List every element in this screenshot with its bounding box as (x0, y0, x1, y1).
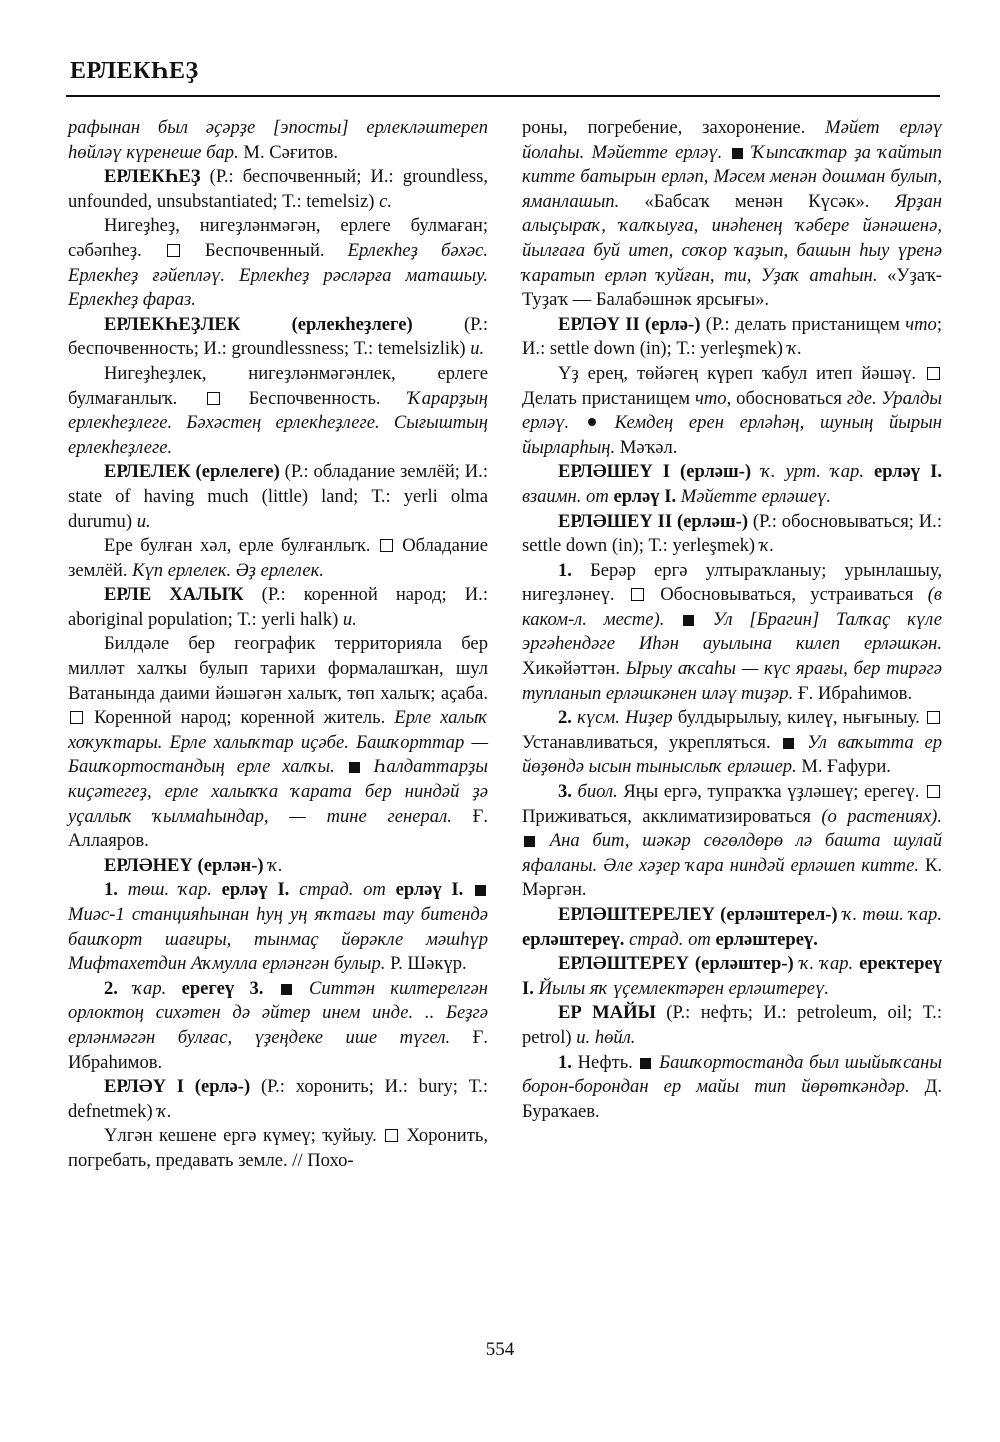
author: Ғ. Ибраһимов. (797, 682, 913, 704)
translations: (Р.: коренной народ; И.: aboriginal population; Т.: yerli halk) (68, 584, 488, 630)
russian-equivalent: Обосновываться, устраиваться (660, 584, 914, 606)
square-icon (167, 244, 180, 257)
cross-reference: ерегеү 3. (181, 977, 264, 999)
entry-headword: ЕРЛӘШЕҮ II (ерләш-) (558, 510, 749, 532)
sense-number: 1. (558, 559, 572, 581)
entry-erlelek-body (68, 534, 488, 583)
examples: Ҡарарҙың ерлекһеҙлеге. Бәхәстең ерлекһеҙлеге. Сығыштың ерлекһеҙлеге. (68, 387, 488, 458)
translations: ; И.: settle down (in); Т.: yerleşmek) (522, 313, 942, 360)
entry-erlekhezlek (68, 313, 488, 362)
translations: (Р.: нефть; И.: petroleum, oil; Т.: petrol) (522, 1002, 942, 1048)
label: биол. (577, 781, 618, 803)
translations: (Р.: хоронить; И.: bury; Т.: defnetmek) (68, 1076, 488, 1122)
page-number: 554 (485, 1339, 515, 1360)
part-of-speech: и. һөйл. (576, 1026, 636, 1048)
square-icon (385, 1129, 398, 1142)
left-column (68, 116, 488, 1174)
entry-erlashtereu (522, 952, 942, 1001)
label: төш. ҡар. (127, 879, 212, 901)
russian-equivalent: Беспочвенность. (248, 387, 381, 409)
entry-headword: ЕРЛЕКҺЕҘЛЕК (ерлекһеҙлеге) (104, 313, 413, 335)
entry-headword: ЕРЛӘҮ I (ерлә-) (104, 1076, 251, 1098)
quote: Һалдаттарҙы киҫәтегеҙ, ерле халыҡҡа ҡарата бер ниндәй ҙә уҫаллыҡ ҡылмаһындар, — тине генерал. (68, 756, 488, 827)
entry-er-mayi (522, 1001, 942, 1050)
square-icon (380, 539, 393, 552)
entry-erlau-2-body (522, 362, 942, 460)
black-square-icon (783, 738, 794, 749)
source: Мәҡәл. (619, 436, 678, 458)
entry-headword: ЕРЛӘШЕҮ I (ерләш-) (558, 461, 752, 483)
entry-erlasheu-2 (522, 510, 942, 559)
definition: Үҙ ерең, төйәгең күреп ҡабул итеп йәшәү. (558, 362, 917, 384)
square-icon (631, 588, 644, 601)
sense-number: 3. (558, 781, 572, 803)
entry-erlaneu-sense-2 (68, 977, 488, 1075)
entry-headword: ЕРЛӘНЕҮ (ерлән-) (104, 854, 264, 876)
running-header: ЕРЛЕКҺЕҘ (70, 58, 199, 84)
cross-reference: еректереү I. (522, 953, 942, 999)
part-of-speech: и. (136, 510, 151, 532)
definition: Билдәле бер географик территорияла бер милләт халҡы булып тарихи формалашҡан, шул Ватанында даими йәшәгән халыҡ, төп халыҡ; аҫаба. (68, 633, 488, 704)
black-square-icon (683, 615, 694, 626)
quote: Ситтән килтерелгән орлоктоң сихәтен дә әйтер инем инде. .. Беҙгә ерләнмәгән булғас, үҙеңдеке ише түгел. (68, 977, 488, 1048)
quote: Ырыу аҡсаһы — күс ярағы, бер тирәгә тупланып ерләшкәнен иләү тиҙәр. (522, 658, 942, 704)
cross-reference: ерләү I. (395, 879, 464, 901)
proverb: Кемдең ерен ерләһәң, шуның йырын йырларһың. (522, 412, 942, 458)
entry-erle-haliq (68, 583, 488, 632)
label: взаимн. от (522, 485, 609, 507)
part-of-speech: ҡ. урт. ҡар. (761, 461, 864, 483)
cross-reference: ерләштереү. (715, 928, 818, 950)
black-square-icon (640, 1058, 651, 1069)
usage-note: (в каком-л. месте). (522, 584, 942, 630)
part-of-speech: ҡ. (268, 854, 283, 876)
russian-equivalent: роны, погребение, захоронение. (522, 117, 806, 138)
entry-headword: ЕРЛЕКҺЕҘ (104, 166, 201, 188)
definition-italic: Ниҙер (625, 707, 673, 729)
definition: Ере булған хәл, ерле булғанлыҡ. (104, 535, 371, 557)
part-of-speech: ҡ. (787, 338, 803, 360)
russian-equivalent-italic: где. (846, 387, 877, 409)
square-icon (927, 367, 940, 380)
cross-reference: ерләү I. (613, 485, 677, 507)
cross-reference: ерләштереү. (522, 928, 625, 950)
right-column (522, 116, 942, 1124)
continued-entry (68, 116, 488, 165)
black-square-icon (475, 885, 486, 896)
black-square-icon (281, 984, 292, 995)
examples: Уралды ерләү. (522, 387, 942, 434)
russian-equivalent: Хоронить, погребать, предавать земле. // Похо- (68, 1125, 488, 1171)
entry-headword: ЕРЛӘШТЕРЕҮ (ерләштер-) (558, 953, 794, 975)
part-of-speech: и. (342, 608, 357, 630)
label: страд. от (629, 928, 711, 950)
quote: Ярҙан алыҫыраҡ, ҡалҡыуға, инәһенең ҡәбере йәнәшенә, йылғаға буй итеп, соҡор ҡаҙып, башын һыу үренә ҡаратып ерләп ҡуйған, ти, Уҙаҡ атаһын. (522, 190, 942, 286)
author: К. Мәргән. (522, 854, 942, 901)
entry-erlasheu-2-sense-2 (522, 706, 942, 780)
entry-erlekhez-body (68, 214, 488, 312)
russian-equivalent: Беспочвенный. (204, 239, 325, 261)
entry-headword: ЕРЛӘҮ II (ерлә-) (558, 313, 701, 335)
sense-number: 2. (104, 977, 118, 999)
part-of-speech: с. (379, 190, 392, 212)
cross-reference: ерләү I. (221, 879, 290, 901)
entry-erlau-2 (522, 313, 942, 362)
definition: булдырылыу, килеү, нығыныу. (677, 707, 920, 729)
source: Хикәйәттән. (522, 658, 620, 680)
definition: Нигеҙһеҙлек, нигеҙләнмәгәнлек, ерлеге булмағанлыҡ. (68, 362, 488, 409)
quote: Миәс-1 станцияһынан һуң уң яҡтағы тау битендә башҡорт шағиры, тынмаҫ йөрәкле мәшһүр Мифтахетдин Аҡмулла ерләнгән булыр. (68, 904, 488, 975)
entry-erlekhez (68, 165, 488, 214)
translations: (Р.: беспочвенный; И.: groundless, unfounded, unsubstantiated; Т.: temelsiz) (68, 166, 488, 212)
russian-equivalent: Обладание землёй. (68, 535, 489, 581)
quote: Ул [Брагин] Талҡаҫ күле эргәһендәге Иһән ауылына килеп ерләшкән. (522, 608, 942, 655)
examples: Йылы яҡ үҫемлектәрен ерләштереү. (538, 977, 830, 999)
entry-erlasheu-2-sense-3 (522, 780, 942, 903)
translations: (Р.: обладание землёй; И.: state of having much (little) land; Т.: yerli olma durumu) (68, 461, 488, 532)
quote: Башҡортостанда был шыйыҡсаны борон-борондан ер майы тип йөрөткәндәр. (522, 1051, 943, 1098)
entry-headword: ЕРЛЕЛЕК (ерлелеге) (104, 461, 280, 483)
quote: Ана бит, шәкәр сөгөлдөрө лә башта шулай яфаланы. Әле хәҙер ҡара ниндәй ерләшеп китте. (522, 830, 942, 876)
bullet-icon (588, 418, 596, 426)
sense-number: 1. (558, 1051, 572, 1073)
examples: Мәйетте ерләшеү. (680, 485, 832, 507)
quote: Ҡыпсаҡтар ҙа ҡайтып китте батырын ерләп, Мәсем менән дошман булып, яманлашып. (522, 141, 942, 212)
entry-erlekhezlek-body (68, 362, 488, 460)
russian-equivalent: , обосноваться (726, 387, 842, 409)
russian-equivalent: Устанавливаться, укрепляться. (522, 731, 771, 753)
definition: Нигеҙһеҙ, нигеҙләнмәгән, ерлеге булмаған; сәбәпһеҙ. (68, 215, 488, 261)
entry-erlau-1-continued (522, 116, 942, 313)
entry-headword: ЕР МАЙЫ (558, 1002, 656, 1024)
author: М. Ғафури. (801, 756, 891, 778)
entry-erlau-1 (68, 1075, 488, 1124)
entry-erlaneu (68, 854, 488, 879)
cross-reference: ерләү I. (873, 461, 942, 483)
examples: Ерле халыҡ хоҡуҡтары. Ерле халыҡтар иҫәбе. Башҡорттар — Башҡортостандың ерле халҡы. (68, 707, 488, 778)
author: Д. Бураҡаев. (522, 1076, 942, 1122)
author: Ғ. Ибраһимов. (68, 1026, 488, 1073)
square-icon (70, 711, 83, 724)
label: күсм. (577, 707, 620, 729)
source: «Уҙаҡ-Туҙаҡ — Балабәшнәк ярсығы». (522, 264, 942, 311)
part-of-speech: ҡ. ҡар. (799, 953, 854, 975)
header-rule (66, 95, 940, 97)
black-square-icon (732, 148, 743, 159)
usage-note: (о растениях). (821, 805, 942, 827)
entry-headword: ЕРЛӘШТЕРЕЛЕҮ (ерләштерел-) (558, 904, 838, 925)
label: страд. от (299, 879, 386, 901)
translations: (Р.: беспочвенность; И.: groundlessness; Т.: temelsizlik) (68, 313, 488, 360)
russian-equivalent: Приживаться, акклиматизироваться (522, 805, 811, 827)
part-of-speech: и. (470, 338, 485, 360)
definition: Үлгән кешене ергә күмеү; ҡуйыу. (104, 1125, 377, 1147)
entry-erlasheu-1 (522, 460, 942, 509)
translations: (Р.: обосновываться; И.: settle down (in); Т.: yerleşmek) (522, 510, 942, 557)
entry-headword: ЕРЛЕ ХАЛЫҠ (104, 584, 244, 606)
examples: Ерлекһеҙ бәхәс. Ерлекһеҙ ғәйепләү. Ерлекһеҙ рәсләрға маташыу. Ерлекһеҙ фараз. (68, 239, 488, 311)
sense-number: 1. (104, 879, 118, 901)
entry-erlashtereleu (522, 903, 942, 952)
definition: Нефть. (577, 1051, 633, 1073)
entry-er-mayi-sense-1 (522, 1051, 942, 1125)
label: ҡар. (133, 977, 167, 999)
square-icon (927, 785, 940, 798)
part-of-speech: ҡ. төш. ҡар. (842, 904, 942, 925)
entry-erlelek (68, 460, 488, 534)
example-text: рафынан был әҫәрҙе [эпосты] ерлекләштереп һөйләү күренеше бар. (68, 117, 488, 163)
entry-erlaneu-sense-1 (68, 878, 488, 976)
author: Ғ. Аллаяров. (68, 805, 488, 852)
russian-equivalent: Коренной народ; коренной житель. (94, 707, 386, 729)
translations-italic: что (905, 313, 937, 335)
entry-erlasheu-2-sense-1 (522, 559, 942, 707)
entry-erlau-1-body (68, 1124, 488, 1173)
entry-erle-haliq-body (68, 632, 488, 853)
source: «Бабсаҡ менән Күсәк». (644, 190, 870, 212)
translations: (Р.: делать пристанищем (705, 313, 900, 335)
definition: Яңы ергә, тупраҡҡа үҙләшеү; ерегеү. (623, 781, 920, 803)
quote: Ул ваҡытта ер йөҙөндә ысын тыныслыҡ ерләшер. (522, 731, 942, 778)
examples: Мәйет ерләү йолаһы. Мәйетте ерләү. (522, 117, 942, 163)
definition: Берәр ергә ултыраҡланыу; урынлашыу, нигеҙләнеү. (522, 559, 942, 606)
author: М. Сәғитов. (243, 141, 339, 163)
sense-number: 2. (558, 707, 572, 729)
russian-equivalent: Делать пристанищем (522, 387, 691, 409)
black-square-icon (349, 762, 360, 773)
examples: Күп ерлелек. Әҙ ерлелек. (132, 559, 324, 581)
author: Р. Шәкүр. (390, 953, 467, 975)
part-of-speech: ҡ. (157, 1100, 172, 1122)
black-square-icon (524, 836, 535, 847)
square-icon (927, 711, 940, 724)
part-of-speech: ҡ. (759, 535, 775, 557)
square-icon (207, 392, 220, 405)
russian-equivalent-italic: что (694, 387, 727, 409)
